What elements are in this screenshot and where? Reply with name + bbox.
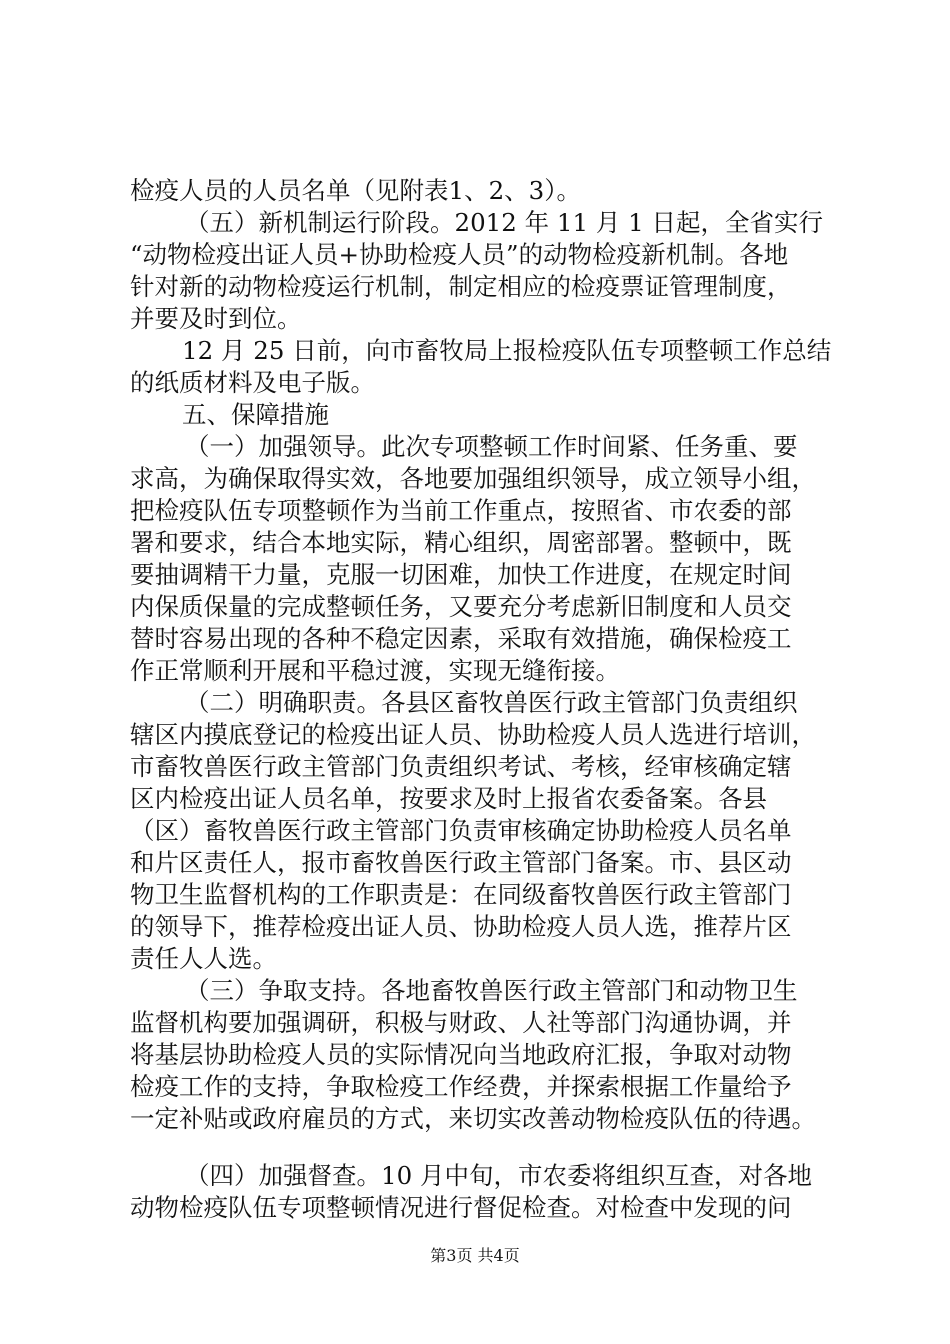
body-line: 检疫工作的支持，争取检疫工作经费，并探索根据工作量给予 xyxy=(130,1072,792,1101)
body-line: 内保质保量的完成整顿任务，又要充分考虑新旧制度和人员交 xyxy=(130,592,792,621)
body-line: 的纸质材料及电子版。 xyxy=(130,368,375,397)
body-line: 市畜牧兽医行政主管部门负责组织考试、考核，经审核确定辖 xyxy=(130,752,792,781)
body-line: 的领导下，推荐检疫出证人员、协助检疫人员人选，推荐片区 xyxy=(130,912,792,941)
body-line: 将基层协助检疫人员的实际情况向当地政府汇报，争取对动物 xyxy=(130,1040,792,1069)
body-line: 物卫生监督机构的工作职责是：在同级畜牧兽医行政主管部门 xyxy=(130,880,792,909)
body-line: （区）畜牧兽医行政主管部门负责审核确定协助检疫人员名单 xyxy=(130,816,792,845)
body-line: 动物检疫队伍专项整顿情况进行督促检查。对检查中发现的问 xyxy=(130,1193,792,1222)
body-line: 要抽调精干力量，克服一切困难，加快工作进度，在规定时间 xyxy=(130,560,792,589)
body-line: （三）争取支持。各地畜牧兽医行政主管部门和动物卫生 xyxy=(185,976,798,1005)
body-line: （一）加强领导。此次专项整顿工作时间紧、任务重、要 xyxy=(185,432,798,461)
body-line: 五、保障措施 xyxy=(182,400,329,429)
body-line: 并要及时到位。 xyxy=(130,304,302,333)
body-line: 责任人人选。 xyxy=(130,944,277,973)
body-line: 针对新的动物检疫运行机制，制定相应的检疫票证管理制度， xyxy=(130,272,792,301)
body-line: 12 月 25 日前，向市畜牧局上报检疫队伍专项整顿工作总结 xyxy=(182,336,832,365)
body-line: （二）明确职责。各县区畜牧兽医行政主管部门负责组织 xyxy=(185,688,798,717)
body-line: （五）新机制运行阶段。2012 年 11 月 1 日起，全省实行 xyxy=(185,208,824,237)
body-line: 监督机构要加强调研，积极与财政、人社等部门沟通协调，并 xyxy=(130,1008,792,1037)
body-line: 把检疫队伍专项整顿作为当前工作重点，按照省、市农委的部 xyxy=(130,496,792,525)
body-line: 和片区责任人，报市畜牧兽医行政主管部门备案。市、县区动 xyxy=(130,848,792,877)
body-line: 作正常顺利开展和平稳过渡，实现无缝衔接。 xyxy=(130,656,620,685)
body-line: 署和要求，结合本地实际，精心组织，周密部署。整顿中，既 xyxy=(130,528,792,557)
body-line: “动物检疫出证人员+协助检疫人员”的动物检疫新机制。各地 xyxy=(130,240,789,269)
body-line: 检疫人员的人员名单（见附表1、2、3）。 xyxy=(130,176,582,205)
body-line: 辖区内摸底登记的检疫出证人员、协助检疫人员人选进行培训， xyxy=(130,720,816,749)
body-line: 替时容易出现的各种不稳定因素，采取有效措施，确保检疫工 xyxy=(130,624,792,653)
body-line: （四）加强督查。10 月中旬，市农委将组织互查，对各地 xyxy=(185,1161,812,1190)
body-line: 一定补贴或政府雇员的方式，来切实改善动物检疫队伍的待遇。 xyxy=(130,1104,816,1133)
body-line: 区内检疫出证人员名单，按要求及时上报省农委备案。各县 xyxy=(130,784,767,813)
page-footer: 第3页 共4页 xyxy=(430,1246,520,1265)
body-line: 求高，为确保取得实效，各地要加强组织领导，成立领导小组， xyxy=(130,464,816,493)
